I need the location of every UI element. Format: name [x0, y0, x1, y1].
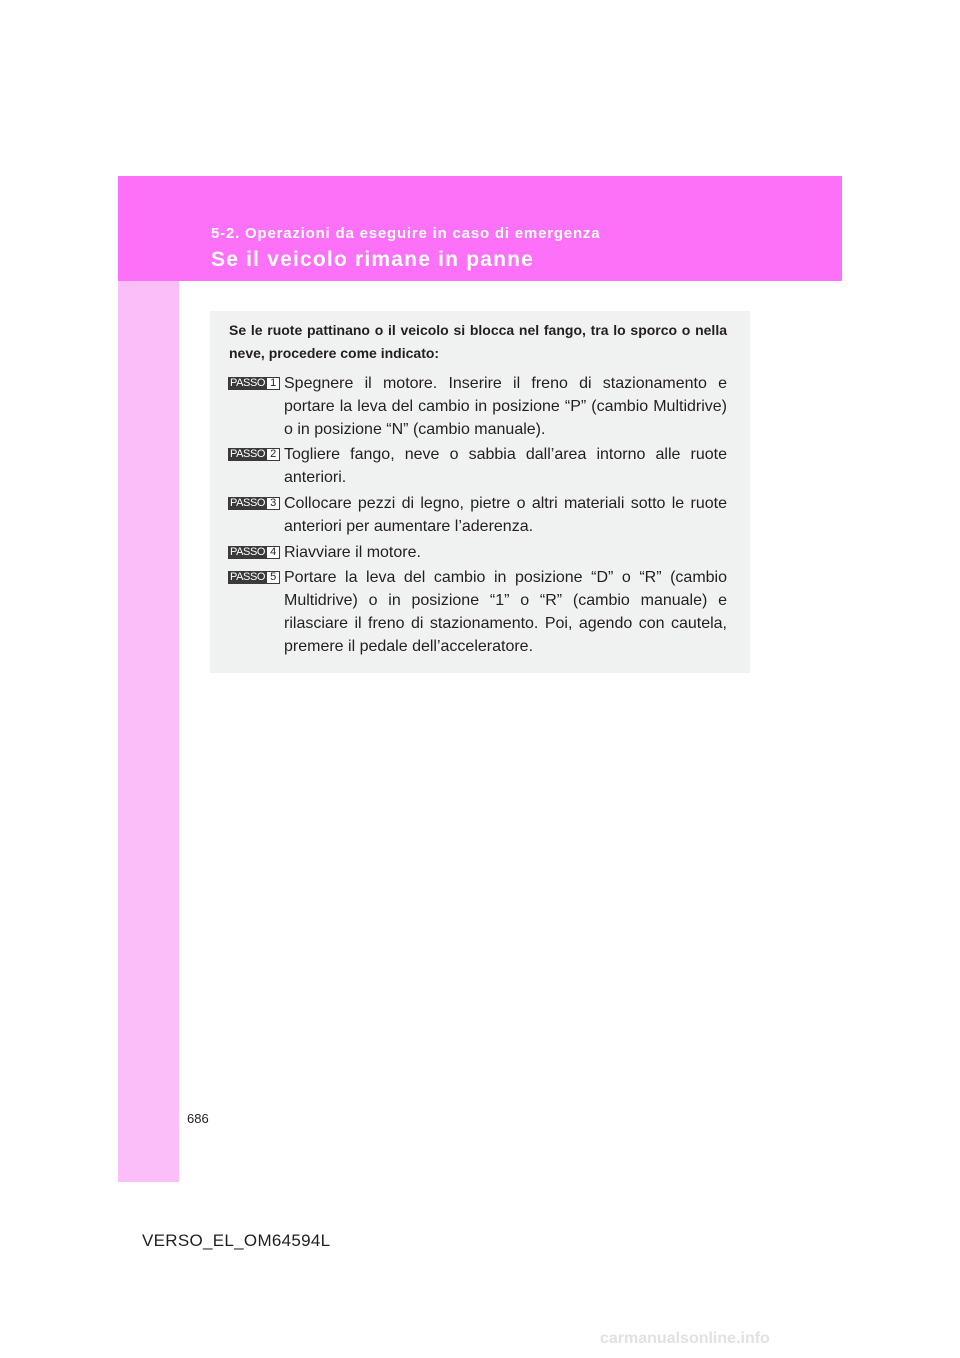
step-badge-label: PASSO [230, 545, 266, 558]
step-badge-number: 1 [267, 377, 280, 390]
step-text: Collocare pezzi di legno, pietre o altri materiali sotto le ruote anteriori per aumentare l’aderenza. [284, 494, 727, 535]
step-badge-label: PASSO [230, 571, 266, 584]
step-badge-number: 3 [267, 497, 280, 510]
step-badge-number: 5 [267, 571, 280, 584]
step-text: Riavviare il motore. [284, 543, 421, 561]
step-badge-number: 2 [267, 448, 280, 461]
step-5 [228, 567, 727, 658]
step-text: Portare la leva del cambio in posizione “D” o “R” (cambio Multidrive) o in posizione “1” o “R” (cambio manuale) e rilasciare il freno di stazionamento. Poi, agendo con cautela, premere il pedale dell’acceleratore. [284, 569, 727, 655]
step-badge-number: 4 [267, 546, 280, 559]
step-badge-3 [228, 497, 280, 510]
step-badge-label: PASSO [230, 496, 266, 509]
step-badge-4 [228, 546, 280, 559]
step-2 [228, 444, 727, 490]
step-badge-label: PASSO [230, 377, 266, 389]
step-text: Spegnere il motore. Inserire il freno di stazionamento e portare la leva del cambio in posizione “P” (cambio Multidrive) o in posizione “N” (cambio manuale). [284, 375, 727, 438]
page-title: Se il veicolo rimane in panne [211, 248, 535, 271]
step-badge-label: PASSO [230, 448, 266, 461]
step-badge-1 [228, 377, 280, 390]
step-badge-5 [228, 571, 280, 584]
page-number: 686 [187, 1111, 209, 1126]
step-3 [228, 493, 727, 539]
intro-text: Se le ruote pattinano o il veicolo si blocca nel fango, tra lo sporco o nella neve, procedere come indicato: [229, 322, 727, 361]
step-list [228, 373, 727, 662]
document-code: VERSO_EL_OM64594L [142, 1231, 331, 1250]
step-1 [228, 373, 727, 441]
step-4 [228, 542, 727, 565]
side-band [118, 176, 179, 1182]
section-label: 5-2. Operazioni da eseguire in caso di emergenza [211, 225, 601, 242]
watermark: carmanualsonline.info [600, 1330, 770, 1347]
step-badge-2 [228, 448, 280, 461]
info-box [210, 311, 750, 673]
step-text: Togliere fango, neve o sabbia dall’area intorno alle ruote anteriori. [284, 446, 727, 487]
